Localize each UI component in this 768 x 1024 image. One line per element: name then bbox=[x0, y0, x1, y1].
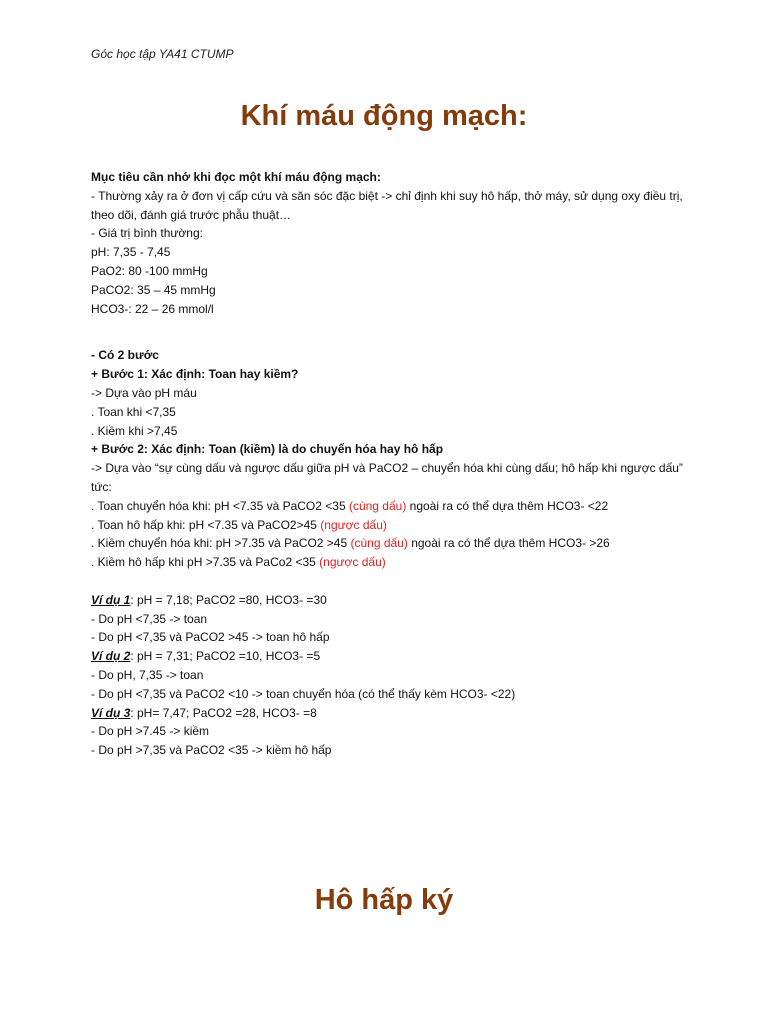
example-line: - Do pH >7,35 và PaCO2 <35 -> kiềm hô hấp bbox=[91, 743, 332, 758]
example-3-header bbox=[91, 704, 691, 723]
normal-values-heading: - Giá trị bình thường: bbox=[91, 226, 203, 241]
normal-value-paco2: PaCO2: 35 – 45 mmHg bbox=[91, 282, 216, 297]
spacer bbox=[91, 318, 691, 346]
step1-line: -> Dựa vào pH máu bbox=[91, 385, 197, 400]
step1-title: + Bước 1: Xác định: Toan hay kiềm? bbox=[91, 367, 299, 382]
case-text: ngoài ra có thể dựa thêm HCO3- >26 bbox=[407, 536, 610, 551]
step1-line: . Kiềm khi >7,45 bbox=[91, 423, 178, 438]
example-1-header bbox=[91, 591, 691, 610]
steps-heading: - Có 2 bước bbox=[91, 348, 159, 363]
normal-value-pao2: PaO2: 80 -100 mmHg bbox=[91, 263, 208, 278]
indication-text: - Thường xảy ra ở đơn vị cấp cứu và săn sóc đặc biệt -> chỉ định khi suy hô hấp, thở máy, sử dụng oxy điều trị, theo dõi, đánh giá trước phẫu thuật… bbox=[91, 188, 683, 222]
case-text: . Toan chuyển hóa khi: pH <7.35 và PaCO2 <35 bbox=[91, 498, 349, 513]
case-text: . Kiềm chuyển hóa khi: pH >7.35 và PaCO2 >45 bbox=[91, 536, 351, 551]
example-line: - Do pH <7,35 và PaCO2 <10 -> toan chuyển hóa (có thể thấy kèm HCO3- <22) bbox=[91, 686, 516, 701]
case-highlight: (ngược dấu) bbox=[320, 517, 387, 532]
step2-rule: -> Dựa vào “sự cùng dấu và ngược dấu giữa pH và PaCO2 – chuyển hóa khi cùng dấu; hô hấp khi ngược dấu” tức: bbox=[91, 461, 683, 494]
case-text: . Toan hô hấp khi: pH <7.35 và PaCO2>45 bbox=[91, 517, 321, 532]
document-body bbox=[91, 168, 691, 760]
example-values: : pH= 7,47; PaCO2 =28, HCO3- =8 bbox=[130, 705, 317, 720]
case-respiratory-alkalosis bbox=[91, 553, 691, 572]
case-highlight: (cùng dấu) bbox=[348, 498, 407, 513]
normal-value-hco3: HCO3-: 22 – 26 mmol/l bbox=[91, 301, 214, 316]
normal-value-ph: pH: 7,35 - 7,45 bbox=[91, 245, 171, 260]
case-text: . Kiềm hô hấp khi pH >7.35 và PaCo2 <35 bbox=[91, 555, 320, 570]
example-line: - Do pH <7,35 và PaCO2 >45 -> toan hô hấp bbox=[91, 630, 330, 645]
example-2-header bbox=[91, 647, 691, 666]
page-header: Góc học tập YA41 CTUMP bbox=[91, 47, 234, 61]
step1-line: . Toan khi <7,35 bbox=[91, 404, 176, 419]
case-highlight: (cùng dấu) bbox=[350, 536, 408, 551]
example-label: Ví dụ 3 bbox=[91, 705, 131, 720]
case-respiratory-acidosis bbox=[91, 516, 691, 535]
objective-heading: Mục tiêu cần nhớ khi đọc một khí máu động mạch: bbox=[91, 170, 381, 184]
case-text: ngoài ra có thể dựa thêm HCO3- <22 bbox=[406, 498, 609, 513]
case-metabolic-acidosis bbox=[91, 497, 691, 516]
example-label: Ví dụ 1 bbox=[91, 592, 131, 607]
step2-title: + Bước 2: Xác định: Toan (kiềm) là do chuyển hóa hay hô hấp bbox=[91, 442, 444, 457]
section-title-arterial-blood-gas: Khí máu động mạch: bbox=[240, 100, 528, 132]
example-line: - Do pH <7,35 -> toan bbox=[91, 611, 208, 626]
case-highlight: (ngược dấu) bbox=[319, 555, 386, 570]
example-values: : pH = 7,31; PaCO2 =10, HCO3- =5 bbox=[130, 649, 321, 664]
case-metabolic-alkalosis bbox=[91, 534, 691, 553]
spacer bbox=[91, 572, 691, 591]
example-label: Ví dụ 2 bbox=[91, 649, 131, 664]
example-line: - Do pH, 7,35 -> toan bbox=[91, 667, 204, 682]
example-line: - Do pH >7.45 -> kiềm bbox=[91, 724, 210, 739]
example-values: : pH = 7,18; PaCO2 =80, HCO3- =30 bbox=[130, 592, 327, 607]
section-title-spirometry: Hô hấp ký bbox=[314, 884, 454, 916]
